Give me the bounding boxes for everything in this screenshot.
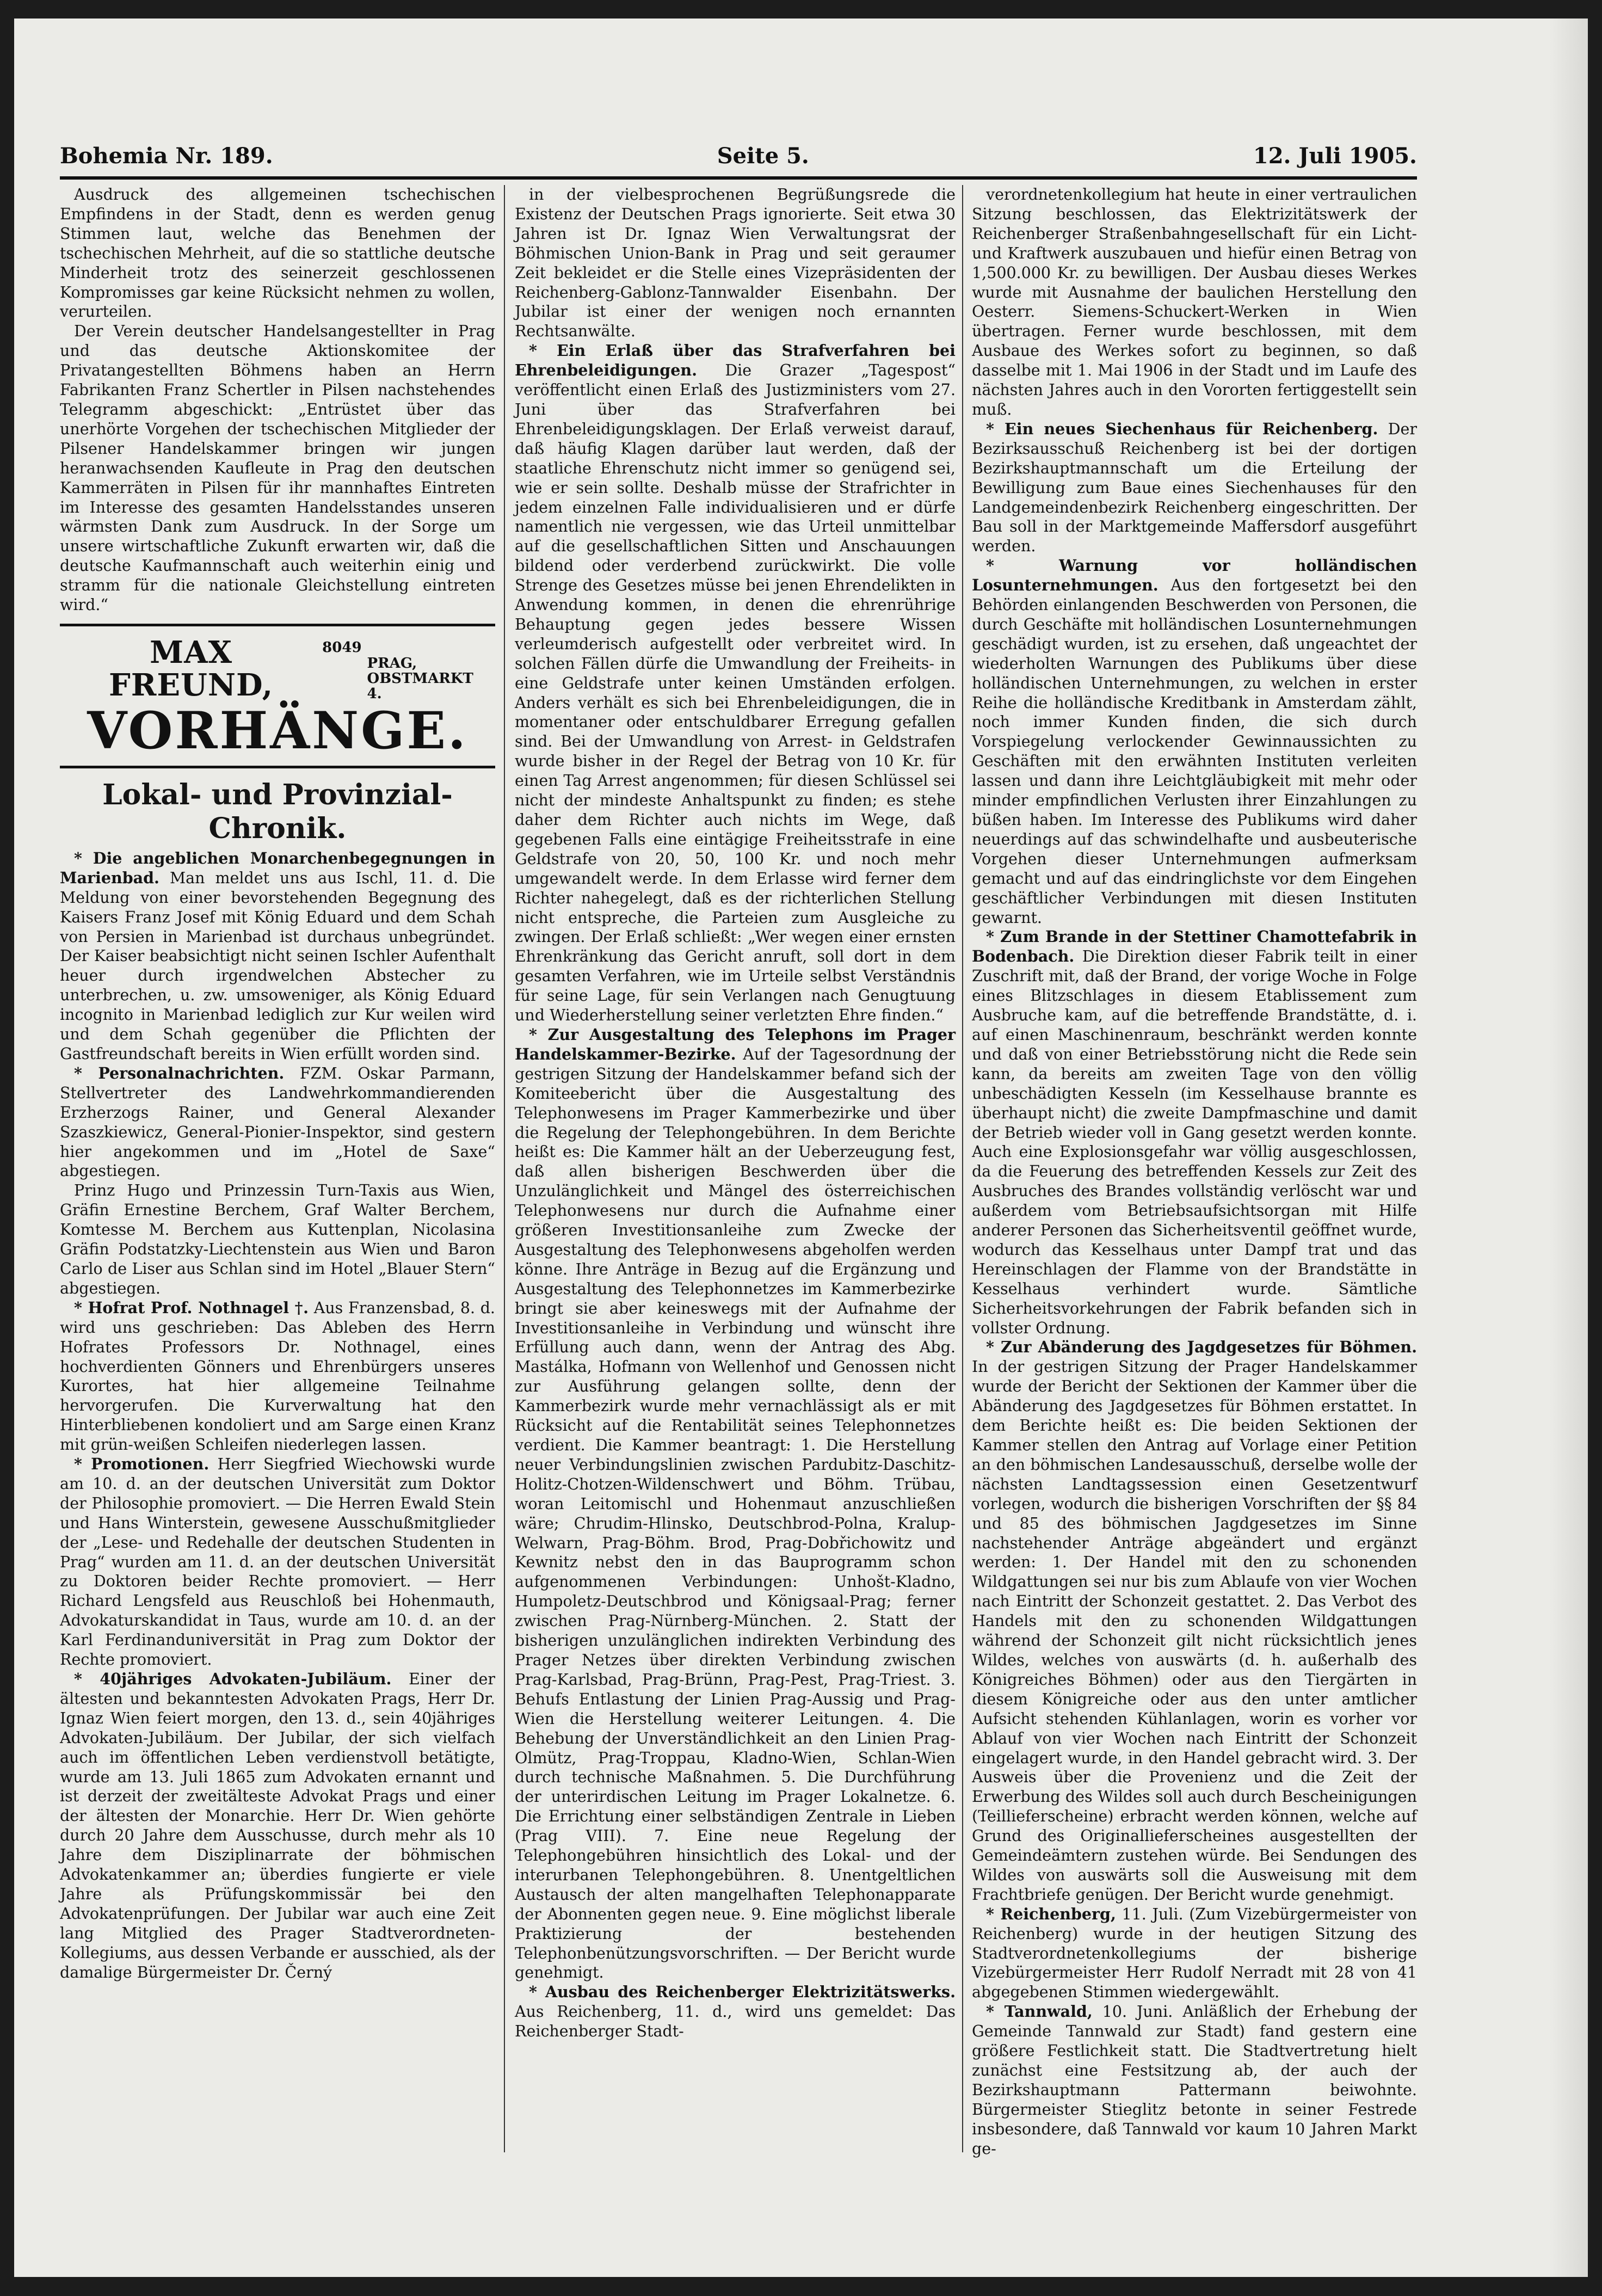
scan-edge [1550, 19, 1588, 2277]
article-headline: * Zur Ausgestaltung des Telephons im Prager Handelskammer-Bezirke. [515, 1025, 956, 1063]
ad-number: 8049 [322, 639, 362, 656]
article-text: Aus Reichenberg, 11. d., wird uns gemeldet: Das Reichenberger Stadt- [515, 2003, 956, 2041]
article-paragraph [60, 1298, 495, 1455]
article-text: In der gestrigen Sitzung der Prager Handelskammer wurde der Bericht der Sektionen der Kammer über die Abänderung des Jagdgesetzes für Böhmen erstattet. In dem Berichte heißt es: Die beiden Sektionen der Kammer stellen den Antrag auf Vorlage einer Petition an den böhmischen Landesausschuß, derselbe wolle der nächsten Landtagssession einen Gesetzentwurf vorlegen, wodurch die bisherigen Vorschriften der §§ 84 und 85 des böhmischen Jagdgesetzes im Sinne nachstehender Anträge abgeändert und ergänzt werden: 1. Der Handel mit den zu schonenden Wildgattungen sei nur bis zum Ablaufe von vier Wochen nach Eintritt der Schonzeit gestattet. 2. Das Verbot des Handels mit den zu schonenden Wildgattungen während der Schonzeit gilt nicht rücksichtlich jenes Wildes, welches von auswärts (d. h. außerhalb des Königreiches Böhmen) oder aus den Tiergärten in diesem Königreiche oder aus den unter amtlicher Aufsicht stehenden Kühlanlagen, worin es vorher vor Ablauf von vier Wochen nach Eintritt der Schonzeit eingelagert wurde, in den Handel gebracht wird. 3. Der Ausweis über die Provenienz und die Zeit der Erwerbung des Wildes soll auch durch Bescheinigungen (Teillieferscheine) erbracht werden können, welche auf Grund des Originallieferscheines ausgestellten der Gemeindeämtern zustehen würde. Bei Sendungen des Wildes von auswärts soll die Ausweisung mit dem Frachtbriefe genügen. Der Bericht wurde genehmigt. [972, 1358, 1417, 1904]
header-page-number: Seite 5. [717, 143, 809, 169]
ad-address [367, 656, 490, 701]
column-divider [962, 185, 963, 2152]
page-header [60, 125, 1417, 169]
article-paragraph [60, 1064, 495, 1181]
article-paragraph [515, 1025, 956, 1983]
article-paragraph [972, 1338, 1417, 1904]
article-text: Auf der Tagesordnung der gestrigen Sitzung der Handelskammer befand sich der Komiteebericht über die Ausgestaltung des Telephonwesens im Prager Kammerbezirke und über die Regelung der Telephongebühren. In dem Berichte heißt es: Die Kammer hält an der Ueberzeugung fest, daß allen bisherigen Beschwerden über die Unzulänglichkeit und Mängel des österreichischen Telephonwesens nur durch die Aufnahme einer größeren Investitionsanleihe zum Zwecke der Ausgestaltung des Telephonwesens abgeholfen werden könne. Ihre Anträge in Bezug auf die Ergänzung und Ausgestaltung des Telephonnetzes im Kammerbezirke bringt sie aber keineswegs mit der Aufnahme der Investitionsanleihe in Verbindung und wünscht ihre Erfüllung auch dann, wenn der Antrag des Abg. Mastálka, Hofmann von Wellenhof und Genossen nicht zur Ausführung gelangen sollte, denn der Kammerbezirk wurde mehr vernachlässigt als er mit Rücksicht auf die Rentabilität seines Telephonnetzes verdient. Die Kammer beantragt: 1. Die Herstellung neuer Verbindungslinien zwischen Pardubitz-Daschitz-Holitz-Chotzen-Wildenschwert und Böhm. Trübau, woran Leitomischl und Hohenmaut anzuschließen wäre; Chrudim-Hlinsko, Deutschbrod-Polna, Kralup-Welwarn, Prag-Böhm. Brod, Prag-Dobřichowitz und Kewnitz nebst den in das Bauprogramm schon aufgenommenen Verbindungen: Unhošt-Kladno, Humpoletz-Deutschbrod und Königsaal-Prag; ferner zwischen Prag-Nürnberg-München. 2. Statt der bisherigen unzulänglichen indirekten Verbindung des Prager Netzes über direkten Verbindung zwischen Prag-Karlsbad, Prag-Brünn, Prag-Pest, Prag-Triest. 3. Behufs Entlastung der Linien Prag-Aussig und Prag-Wien die Herstellung weiterer Leitungen. 4. Die Behebung der Unverständlichkeit an den Linien Prag-Olmütz, Prag-Troppau, Kladno-Wien, Schlan-Wien durch technische Maßnahmen. 5. Die Durchführung der unterirdischen Leitung im Prager Lokalnetze. 6. Die Errichtung einer selbständigen Zentrale in Lieben (Prag VIII). 7. Eine neue Regelung der Telephongebühren hinsichtlich des Lokal- und der interurbanen Telephongebühren. 8. Unentgeltlichen Austausch der alten mangelhaften Telephonapparate der Abonnenten gegen neue. 9. Eine möglichst liberale Praktizierung der bestehenden Telephonbenützungsvorschriften. — Der Bericht wurde genehmigt. [515, 1045, 956, 1982]
article-headline: * Tannwald, [986, 2002, 1093, 2021]
column-1 [60, 185, 495, 1983]
article-text: Aus den fortgesetzt bei den Behörden einlangenden Beschwerden von Personen, die durch Geschäfte mit holländischen Losunternehmungen geschädigt wurden, ist zu ersehen, daß ungeachtet der wiederholten Warnungen des Publikums über diese holländischen Unternehmungen, zu welchen in erster Reihe die holländische Kreditbank in Amsterdam zählt, noch immer Kunden finden, die sich durch Vorspiegelung verlockender Gewinnaussichten zu Geschäften mit den erwähnten Instituten verleiten lassen und dann ihre Leichtgläubigkeit mit mehr oder minder empfindlichen Verlusten ihrer Einzahlungen zu büßen haben. Im Interesse des Publikums wird daher neuerdings auf das schwindelhafte und ausbeuterische Vorgehen dieser Unternehmungen aufmerksam gemacht und auf das eindringlichste vor dem Eingehen geschäftlicher Verbindungen mit diesen Instituten gewarnt. [972, 576, 1418, 927]
article-headline: * Ein neues Siechenhaus für Reichenberg. [986, 419, 1378, 438]
article-headline: * Reichenberg, [986, 1904, 1116, 1923]
column-divider [504, 185, 505, 2152]
ad-city: PRAG, [367, 655, 417, 672]
article-headline: * Ein Erlaß über das Strafverfahren bei Ehrenbeleidigungen. [515, 341, 956, 380]
article-text: Der Bezirksausschuß Reichenberg ist bei der dortigen Bezirkshauptmannschaft um die Erteilung der Bewilligung zum Baue eines Siechenhauses für den Landgemeindenbezirk Reichenberg eingeschritten. Der Bau soll in der Marktgemeinde Maffersdorf ausgeführt werden. [972, 420, 1417, 556]
article-paragraph [60, 185, 495, 322]
article-paragraph [972, 420, 1417, 556]
article-text: FZM. Oskar Parmann, Stellvertreter des Landwehrkommandierenden Erzherzogs Rainer, und General Alexander Szaszkiewicz, General-Pionier-Inspektor, sind gestern hier angekommen und im „Hotel de Saxe“ abgestiegen. [60, 1064, 495, 1180]
header-date: 12. Juli 1905. [1253, 143, 1417, 169]
article-text: Der Verein deutscher Handelsangestellter in Prag und das deutsche Aktionskomitee der Privatangestellten Böhmens haben an Herrn Fabrikanten Franz Schertler in Pilsen nachstehendes Telegramm abgeschickt: „Entrüstet über das unerhörte Vorgehen der tschechischen Mitglieder der Pilsener Handelskammer bringen wir jungen heranwachsenden Kaufleute in Prag den deutschen Kammerräten in Pilsen für ihr mannhaftes Eintreten im Interesse des gesamten Handelsstandes unseren wärmsten Dank zum Ausdruck. In der Sorge um unsere wirtschaftliche Zukunft erwarten wir, daß die deutsche Kaufmannschaft auch weiterhin einig und stramm für die nationale Gleichstellung eintreten wird.“ [60, 322, 495, 614]
article-text: Aus Franzensbad, 8. d. wird uns geschrieben: Das Ableben des Herrn Hofrates Professors Dr. Nothnagel, eines hochverdienten Gönners und Ehrenbürgers unseres Kurortes, hat hier allgemeine Teilnahme hervorgerufen. Die Kurverwaltung hat den Hinterbliebenen kondoliert und am Sarge einen Kranz mit grün-weißen Schleifen niederlegen lassen. [60, 1298, 495, 1454]
article-paragraph [515, 185, 956, 341]
article-text: Einer der ältesten und bekanntesten Advokaten Prags, Herr Dr. Ignaz Wien feiert morgen, den 13. d., sein 40jähriges Advokaten-Jubiläum. Der Jubilar, der sich vielfach auch im öffentlichen Leben verdienstvoll betätigte, wurde am 13. Juli 1865 zum Advokaten ernannt und ist derzeit der zweitälteste Advokat Prags und einer der ältesten der Monarchie. Herr Dr. Wien gehörte durch 20 Jahre dem Ausschusse, durch mehr als 10 Jahre dem Disziplinarrate der böhmischen Advokatenkammer an; überdies fungierte er viele Jahre als Prüfungskommissär bei den Advokatenprüfungen. Der Jubilar war auch eine Zeit lang Mitglied des Prager Stadtverordneten-Kollegiums, aus dessen Verbande er ausschied, als der damalige Bürgermeister Dr. Černý [60, 1670, 496, 1981]
article-paragraph [515, 341, 956, 1025]
article-text: Die Direktion dieser Fabrik teilt in einer Zuschrift mit, daß der Brand, der vorige Woche in Folge eines Blitzschlages in diesem Etablissement zum Ausbruche kam, auf die betreffende Brandstätte, d. i. auf einen Maschinenraum, beschränkt werden konnte und daß von einer Betriebsstörung nicht die Rede sein kann, da bereits am zweiten Tage von den völlig unbeschädigten Kesseln (im Kesselhause brannte es überhaupt nicht) die zweite Dampfmaschine und damit der Betrieb wieder voll in Gang gesetzt werden konnte. Auch eine Explosionsgefahr war völlig ausgeschlossen, da die Feuerung des betreffenden Kessels zur Zeit des Ausbruches des Brandes vollständig verlöscht war und außerdem vom Betriebsaufsichtsorgan mit Hilfe anderer Personen das Sicherheitsventil geöffnet wurde, wodurch das Kesselhaus unter Dampf trat und das Hereinschlagen der Flamme von der Brandstätte in Kesselhaus verhindert wurde. Sämtliche Sicherheitsvorkehrungen der Fabrik befanden sich in vollster Ordnung. [972, 947, 1417, 1337]
article-headline: * Die angeblichen Monarchenbegegnungen in Marienbad. [60, 848, 495, 887]
article-paragraph [60, 849, 495, 1064]
article-paragraph [515, 1983, 956, 2041]
article-text: 10. Juni. Anläßlich der Erhebung der Gemeinde Tannwald zur Stadt) fand gestern eine größere Festlichkeit statt. Die Stadtvertretung hielt zunächst eine Festsitzung ab, der auch der Bezirkshauptmann Pattermann beiwohnte. Bürgermeister Stieglitz betonte in seiner Festrede insbesondere, daß Tannwald vor kaum 10 Jahren Markt ge- [972, 2003, 1418, 2158]
article-paragraph [972, 927, 1417, 1338]
article-paragraph [60, 322, 495, 615]
header-rule [60, 176, 1417, 180]
article-text: Ausdruck des allgemeinen tschechischen Empfindens in der Stadt, denn es werden genug Stimmen laut, welche das Benehmen der tschechischen Mehrheit, auf die so stattliche deutsche Minderheit trotz des seinerzeit geschlossenen Kompromisses gar keine Rücksicht nehmen zu wollen, verurteilen. [60, 186, 495, 321]
article-paragraph [60, 1455, 495, 1670]
article-headline: * Ausbau des Reichenberger Elektrizitätswerks. [529, 1983, 956, 2002]
ad-company-name: MAX FREUND, [109, 634, 274, 703]
article-text: Man meldet uns aus Ischl, 11. d. Die Meldung von einer bevorstehenden Begegnung des Kaisers Franz Josef mit König Eduard und dem Schah von Persien in Marienbad ist durchaus unbegründet. Der Kaiser beabsichtigt nicht seinen Ischler Aufenthalt heuer durch irgendwelchen Abstecher zu unterbrechen, u. zw. umsoweniger, als König Eduard incognito in Marienbad lediglich zur Kur weilen wird und dem Schah gegenüber die Pflichten der Gastfreundschaft bereits in Wien erfüllt worden sind. [60, 869, 496, 1063]
column-3 [972, 185, 1417, 2159]
article-paragraph [972, 1905, 1417, 2003]
article-headline: * Warnung vor holländischen Losunternehmungen. [972, 556, 1417, 595]
newspaper-page [14, 19, 1588, 2277]
column-2 [515, 185, 956, 2041]
article-paragraph [972, 556, 1417, 927]
article-text: Die Grazer „Tagespost“ veröffentlicht einen Erlaß des Justizministers vom 27. Juni über das Strafverfahren bei Ehrenbeleidigungsklagen. Der Erlaß verweist darauf, daß häufig Klagen darüber laut werden, daß der staatliche Ehrenschutz nicht immer so genügend sei, wie er sein sollte. Deshalb müsse der Strafrichter in jedem einzelnen Falle individualisieren und er dürfe namentlich nie vergessen, wie das Urteil unmittelbar auf die gesellschaftlichen Sitten und Anschauungen bildend oder verderbend zurückwirkt. Die volle Strenge des Gesetzes müsse bei jenen Ehrendelikten in Anwendung kommen, in denen die ehrenrührige Behauptung gegen jedes bessere Wissen verleumderisch aufgestellt oder verbreitet wird. In solchen Fällen dürfe die Umwandlung der Freiheits- in eine Geldstrafe unter keinen Umständen erfolgen. Anders verhält es sich bei Ehrenbeleidigungen, die in momentaner oder entschuldbarer Erregung gefallen sind. Bei der Umwandlung von Arrest- in Geldstrafen wurde bisher in der Regel der Betrag von 10 Kr. für einen Tag Arrest angenommen; für diesen Schlüssel sei nicht der mindeste Anhaltspunkt zu finden; es stehe daher dem Richter auch nichts im Wege, daß gegebenen Falls eine eintägige Freiheitsstrafe in eine Geldstrafe von 20, 50, 100 Kr. und noch mehr umgewandelt werde. In dem Erlasse wird ferner dem Richter nahegelegt, daß es der richterlichen Stellung nicht entspreche, die Parteien zum Ausgleiche zu zwingen. Der Erlaß schließt: „Wer wegen einer ernsten Ehrenkränkung das Gericht anruft, soll dort in dem gesamten Verfahren, wie im Urteile selbst Verständnis für seine Lage, für sein Verlangen nach Genugtuung und Wiederherstellung seiner verletzten Ehre finden.“ [515, 361, 956, 1025]
header-publication: Bohemia Nr. 189. [60, 143, 273, 169]
article-headline: * 40jähriges Advokaten-Jubiläum. [74, 1670, 392, 1688]
article-headline: * Zum Brande in der Stettiner Chamottefabrik in Bodenbach. [972, 927, 1417, 966]
article-text: verordnetenkollegium hat heute in einer vertraulichen Sitzung beschlossen, das Elektrizitätswerk der Reichenberger Straßenbahngesellschaft für ein Licht- und Kraftwerk auszubauen und hiefür einen Betrag von 1,500.000 Kr. zu bewilligen. Der Ausbau dieses Werkes wurde mit Ausnahme der baulichen Herstellung den Oesterr. Siemens-Schuckert-Werken in Wien übertragen. Ferner wurde beschlossen, mit dem Ausbaue des Werkes sofort zu beginnen, so daß dasselbe mit 1. Mai 1906 in der Stadt und im Laufe des nächsten Jahres auch in den Vororten fertiggestellt sein muß. [972, 186, 1417, 418]
ad-product: VORHÄNGE. [87, 700, 468, 761]
article-headline: * Hofrat Prof. Nothnagel †. [74, 1298, 309, 1317]
article-paragraph [60, 1181, 495, 1298]
article-text: Herr Siegfried Wiechowski wurde am 10. d. an der deutschen Universität zum Doktor der Philosophie promoviert. — Die Herren Ewald Stein und Hans Winterstein, gewesene Ausschußmitglieder der „Lese- und Redehalle der deutschen Studenten in Prag“ wurden am 11. d. an der deutschen Universität zu Doktoren beider Rechte promoviert. — Herr Richard Lengsfeld aus Reuschloß bei Hohenmauth, Advokaturskandidat in Taus, wurde am 10. d. an der Karl Ferdinanduniversität in Prag zum Doktor der Rechte promoviert. [60, 1455, 495, 1669]
ad-street: OBSTMARKT 4. [367, 670, 473, 702]
article-text: 11. Juli. (Zum Vizebürgermeister von Reichenberg) wurde in der heutigen Sitzung des Stadtverordnetenkollegiums der bisherige Vizebürgermeister Herr Rudolf Nerradt mit 28 von 41 abgegebenen Stimmen wiedergewählt. [972, 1905, 1418, 2002]
section-title: Lokal- und Provinzial-Chronik. [102, 778, 453, 845]
article-paragraph [60, 1670, 495, 1983]
article-headline: * Personalnachrichten. [74, 1063, 285, 1082]
article-text: Prinz Hugo und Prinzessin Turn-Taxis aus Wien, Gräfin Ernestine Berchem, Graf Walter Berchem, Komtesse M. Berchem aus Kuttenplan, Nicolasina Gräfin Podstatzky-Liechtenstein aus Wien und Baron Carlo de Liser aus Schlan sind im Hotel „Blauer Stern“ abgestiegen. [60, 1181, 495, 1297]
article-paragraph [972, 185, 1417, 420]
article-headline: * Zur Abänderung des Jagdgesetzes für Böhmen. [986, 1338, 1417, 1357]
article-paragraph [972, 2002, 1417, 2158]
article-text: in der vielbesprochenen Begrüßungsrede die Existenz der Deutschen Prags ignorierte. Seit etwa 30 Jahren ist Dr. Ignaz Wien Verwaltungsrat der Böhmischen Union-Bank in Prag und seit geraumer Zeit bekleidet er die Stelle eines Vizepräsidenten der Reichenberg-Gablonz-Tannwalder Eisenbahn. Der Jubilar ist einer der wenigen noch ernannten Rechtsanwälte. [515, 186, 956, 341]
article-headline: * Promotionen. [74, 1455, 210, 1474]
advertisement [60, 624, 495, 768]
